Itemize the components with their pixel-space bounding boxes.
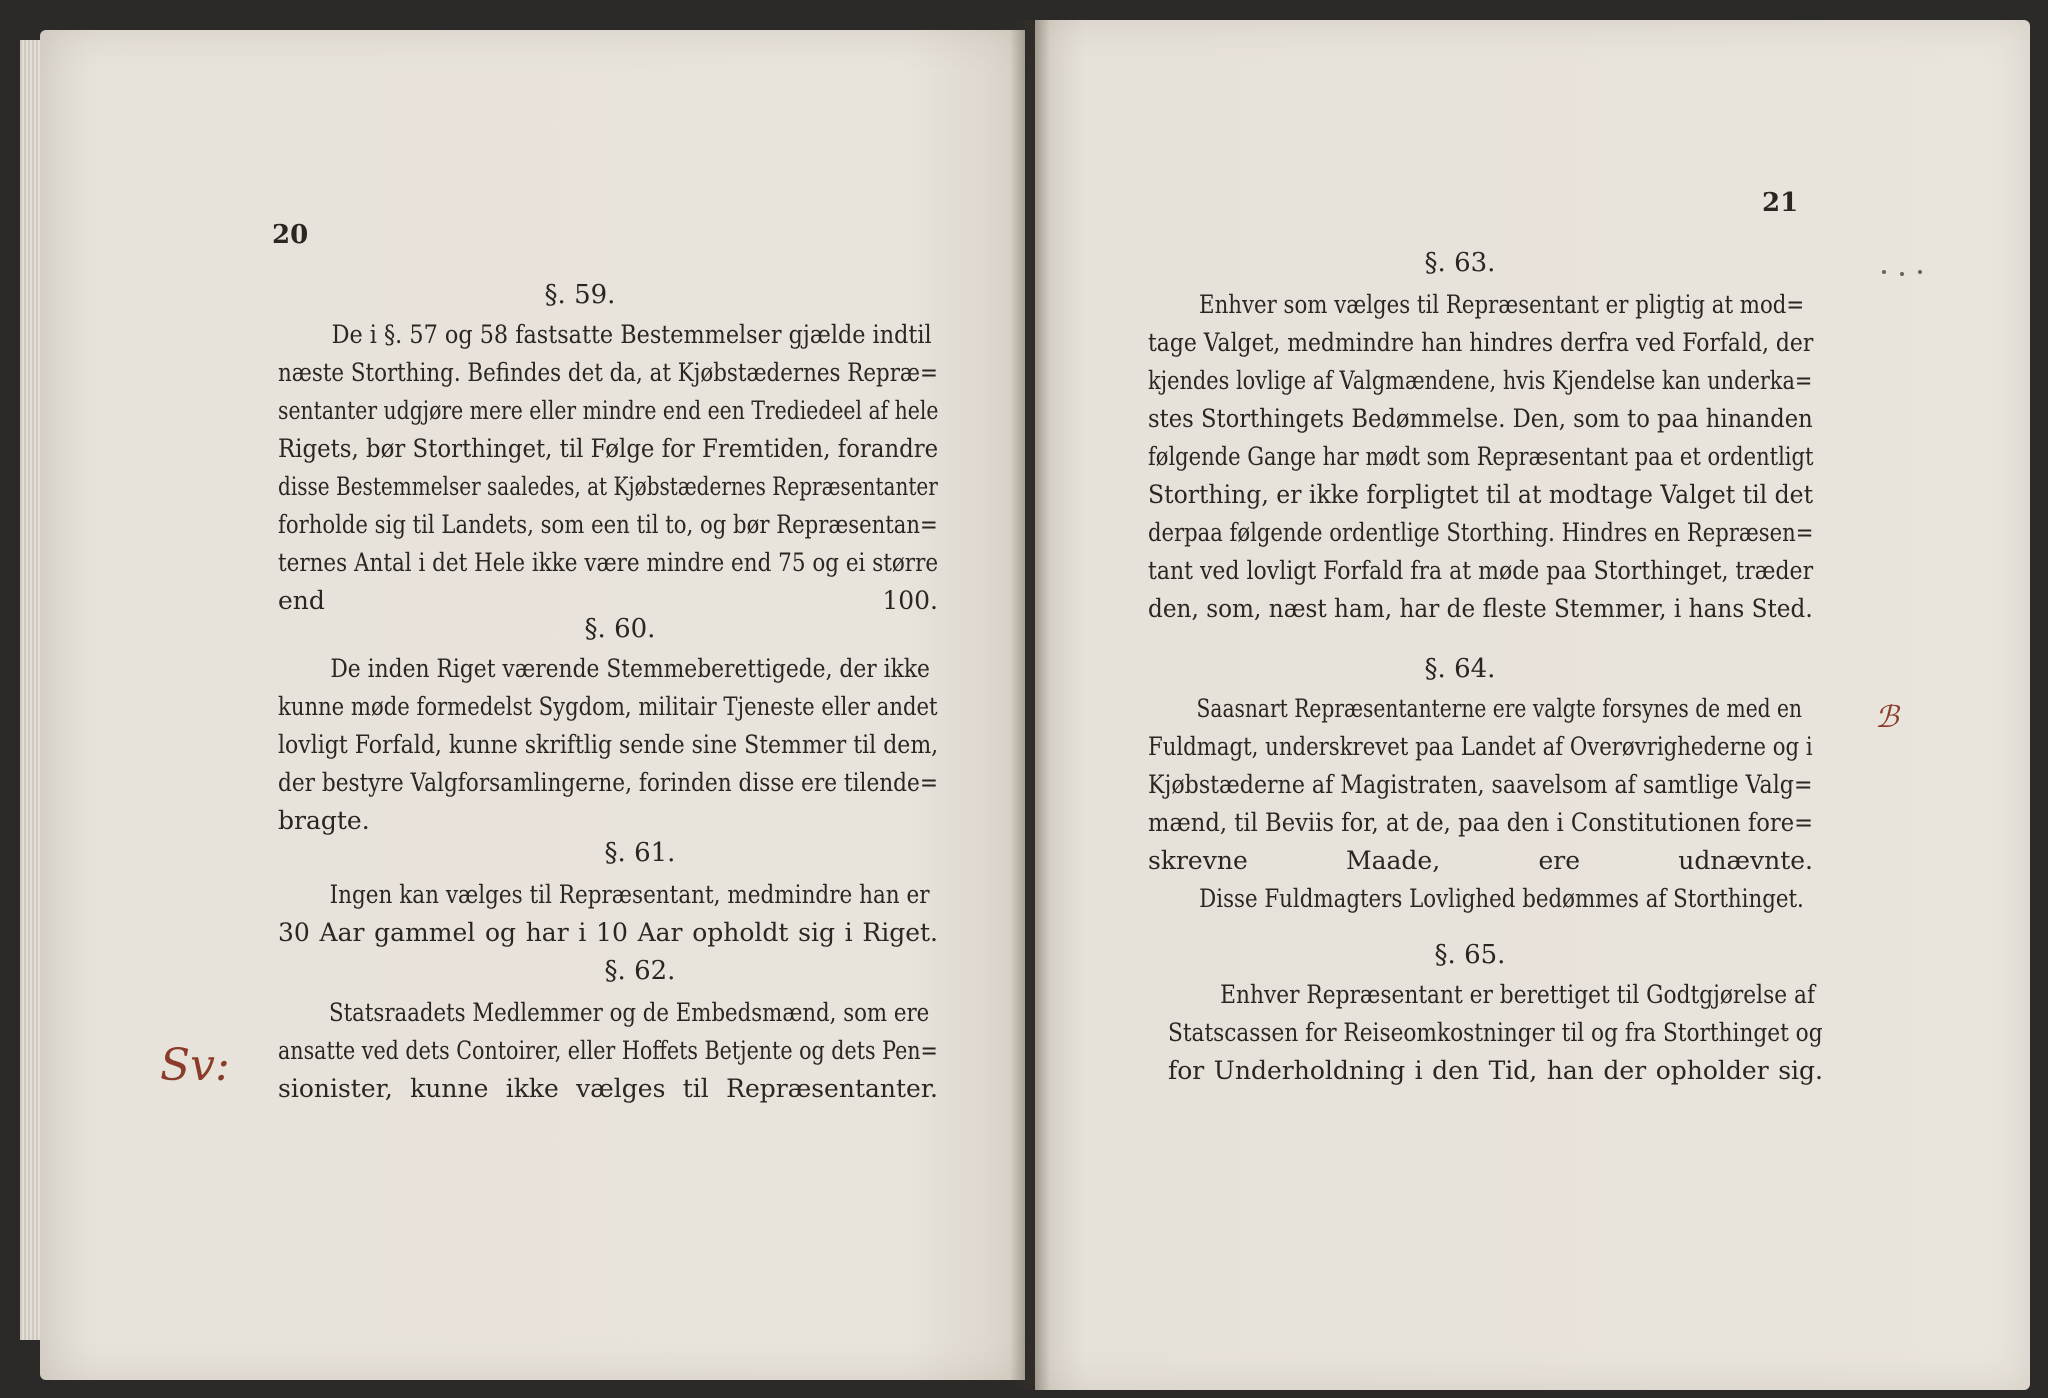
- section-body-60: [278, 650, 938, 840]
- section-heading-62: §. 62.: [604, 956, 676, 986]
- section-heading-60: §. 60.: [584, 614, 656, 644]
- text-line: tage Valget, medmindre han hindres derfra ved Forfald, der: [1148, 328, 1814, 357]
- text-line: Ingen kan vælges til Repræsentant, medmindre han er: [329, 880, 930, 909]
- left-page-number: 20: [272, 220, 309, 250]
- section-body-64: [1148, 690, 1813, 918]
- text-line: derpaa følgende ordentlige Storthing. Hindres en Repræsen=: [1148, 518, 1814, 547]
- text-line: Statsraadets Medlemmer og de Embedsmænd, som ere: [329, 998, 930, 1027]
- text-line: Disse Fuldmagters Lovlighed bedømmes af Storthinget.: [1199, 884, 1804, 913]
- ink-dot: [1918, 270, 1922, 274]
- text-line: Kjøbstæderne af Magistraten, saavelsom af samtlige Valg=: [1148, 770, 1813, 799]
- text-line: den, som, næst ham, har de fleste Stemmer, i hans Sted.: [1148, 594, 1813, 623]
- text-line: forholde sig til Landets, som een til to, og bør Repræsentan=: [278, 510, 938, 539]
- handwritten-ink-mark: ℬ: [1875, 700, 1899, 735]
- text-line: næste Storthing. Befindes det da, at Kjøbstædernes Repræ=: [278, 358, 938, 387]
- ink-dot: [1882, 270, 1886, 274]
- text-line: kunne møde formedelst Sygdom, militair Tjeneste eller andet: [278, 692, 938, 721]
- section-heading-65: §. 65.: [1434, 940, 1506, 970]
- text-line: lovligt Forfald, kunne skriftlig sende sine Stemmer til dem,: [278, 730, 939, 759]
- section-body-63: [1148, 286, 1813, 628]
- text-line: Statscassen for Reiseomkostninger til og fra Storthinget og: [1168, 1018, 1823, 1047]
- text-line: disse Bestemmelser saaledes, at Kjøbstædernes Repræsentanter: [278, 472, 938, 501]
- text-line: for Underholdning i den Tid, han der opholder sig.: [1168, 1056, 1823, 1085]
- text-line: Saasnart Repræsentanterne ere valgte forsynes de med en: [1196, 694, 1803, 723]
- text-line: kjendes lovlige af Valgmændene, hvis Kjendelse kan underka=: [1148, 366, 1813, 395]
- section-heading-61: §. 61.: [604, 838, 676, 868]
- text-line: skrevne Maade, ere udnævnte.: [1148, 846, 1813, 875]
- text-line: De i §. 57 og 58 fastsatte Bestemmelser gjælde indtil: [331, 320, 932, 349]
- section-heading-59: §. 59.: [544, 280, 616, 310]
- text-line: 30 Aar gammel og har i 10 Aar opholdt sig i Riget.: [278, 918, 938, 947]
- section-heading-64: §. 64.: [1424, 654, 1496, 684]
- book-gutter: [1010, 20, 1050, 1390]
- text-line: end 100.: [278, 586, 938, 615]
- text-line: ternes Antal i det Hele ikke være mindre end 75 og ei større: [278, 548, 939, 577]
- text-line: stes Storthingets Bedømmelse. Den, som to paa hinanden: [1148, 404, 1813, 433]
- text-line: tant ved lovligt Forfald fra at møde paa Storthinget, træder: [1148, 556, 1814, 585]
- text-line: Rigets, bør Storthinget, til Følge for Fremtiden, forandre: [278, 434, 939, 463]
- text-line: sentanter udgjøre mere eller mindre end een Trediedeel af hele: [278, 396, 939, 425]
- text-line: følgende Gange har mødt som Repræsentant paa et ordentligt: [1148, 442, 1814, 471]
- text-line: Enhver Repræsentant er berettiget til Godtgjørelse af: [1220, 980, 1816, 1009]
- section-body-61: [278, 876, 938, 952]
- text-line: Fuldmagt, underskrevet paa Landet af Overøvrighederne og i: [1148, 732, 1813, 761]
- text-line: bragte.: [278, 806, 370, 835]
- section-body-62: [278, 994, 938, 1108]
- text-line: De inden Riget værende Stemmeberettigede, der ikke: [330, 654, 930, 683]
- text-line: Enhver som vælges til Repræsentant er pligtig at mod=: [1199, 290, 1805, 319]
- text-line: sionister, kunne ikke vælges til Repræsentanter.: [278, 1074, 938, 1103]
- section-heading-63: §. 63.: [1424, 248, 1496, 278]
- text-line: der bestyre Valgforsamlingerne, forinden disse ere tilende=: [278, 768, 938, 797]
- right-page-number: 21: [1762, 188, 1799, 218]
- section-body-59: [278, 316, 938, 620]
- text-line: mænd, til Beviis for, at de, paa den i Constitutionen fore=: [1148, 808, 1814, 837]
- ink-dot: [1900, 272, 1904, 276]
- text-line: ansatte ved dets Contoirer, eller Hoffets Betjente og dets Pen=: [278, 1036, 938, 1065]
- handwritten-margin-note: Sv:: [160, 1040, 230, 1091]
- text-line: Storthing, er ikke forpligtet til at modtage Valget til det: [1148, 480, 1814, 509]
- section-body-65: [1168, 976, 1823, 1090]
